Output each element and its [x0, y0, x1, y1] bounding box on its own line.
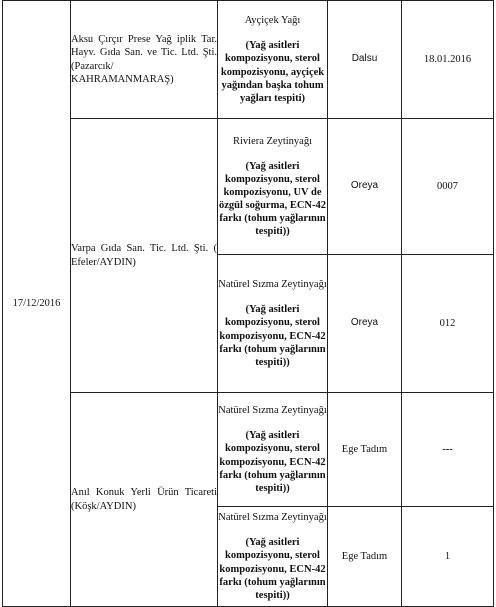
product-cell: [218, 119, 328, 255]
table-row: [3, 393, 494, 507]
company-cell: [71, 119, 218, 393]
lot-cell: 0007: [402, 119, 494, 255]
company-name: Varpa Gıda San. Tic. Ltd. Şti.: [71, 243, 209, 255]
inspection-table: [2, 0, 494, 607]
brand-cell: Oreya: [328, 255, 402, 393]
company-location: (Pazarcık/ KAHRAMANMARAŞ): [71, 60, 174, 85]
product-cell: [218, 1, 328, 119]
product-name: Natürel Sızma Zeytinyağı: [218, 512, 327, 524]
product-name: Ayçiçek Yağı: [244, 15, 301, 27]
company-name: Aksu Çırçır Prese Yağ iplik Tar. Hayv. Gıda San. ve Tic. Ltd. Şti.: [71, 34, 217, 59]
table-row: [3, 1, 494, 119]
analysis-description: (Yağ asitleri kompozisyonu, sterol kompozisyonu, ECN-42 farkı (tohum yağlarının tespiti)): [219, 537, 326, 601]
product-cell: [218, 255, 328, 393]
brand-cell: Dalsu: [328, 1, 402, 119]
lot-cell: 18.01.2016: [402, 1, 494, 119]
lot-cell: 012: [402, 255, 494, 393]
brand-cell: Oreya: [328, 119, 402, 255]
company-location: ( Efeler/AYDIN): [71, 243, 217, 268]
lot-cell: 1: [402, 507, 494, 607]
product-name: Riviera Zeytinyağı: [232, 135, 313, 147]
date-cell: 17/12/2016: [3, 1, 71, 607]
product-name: Natürel Sızma Zeytinyağı: [218, 405, 327, 417]
company-cell: [71, 1, 218, 119]
analysis-description: (Yağ asitleri kompozisyonu, sterol kompozisyonu, ECN-42 farkı (tohum yağlarının tespiti)): [219, 304, 326, 368]
product-name: Natürel Sızma Zeytinyağı: [218, 279, 327, 291]
analysis-description: (Yağ asitleri kompozisyonu, sterol kompozisyonu, UV de özgül soğurma, ECN-42 farkı (tohum yağlarının tespiti)): [218, 160, 327, 238]
analysis-description: (Yağ asitleri kompozisyonu, sterol kompozisyonu, ayçiçek yağından başka tohum yağları tespiti): [220, 40, 325, 104]
company-cell: [71, 393, 218, 607]
brand-cell: Ege Tadım: [328, 393, 402, 507]
company-location: (Köşk/AYDIN): [71, 500, 136, 512]
company-name: Anıl Konuk Yerli Ürün Ticareti: [71, 487, 217, 499]
table-row: [3, 119, 494, 255]
product-cell: [218, 393, 328, 507]
analysis-description: (Yağ asitleri kompozisyonu, sterol kompozisyonu, ECN-42 farkı (tohum yağlarının tespiti)): [219, 430, 326, 494]
brand-cell: Ege Tadım: [328, 507, 402, 607]
product-cell: [218, 507, 328, 607]
lot-cell: ---: [402, 393, 494, 507]
